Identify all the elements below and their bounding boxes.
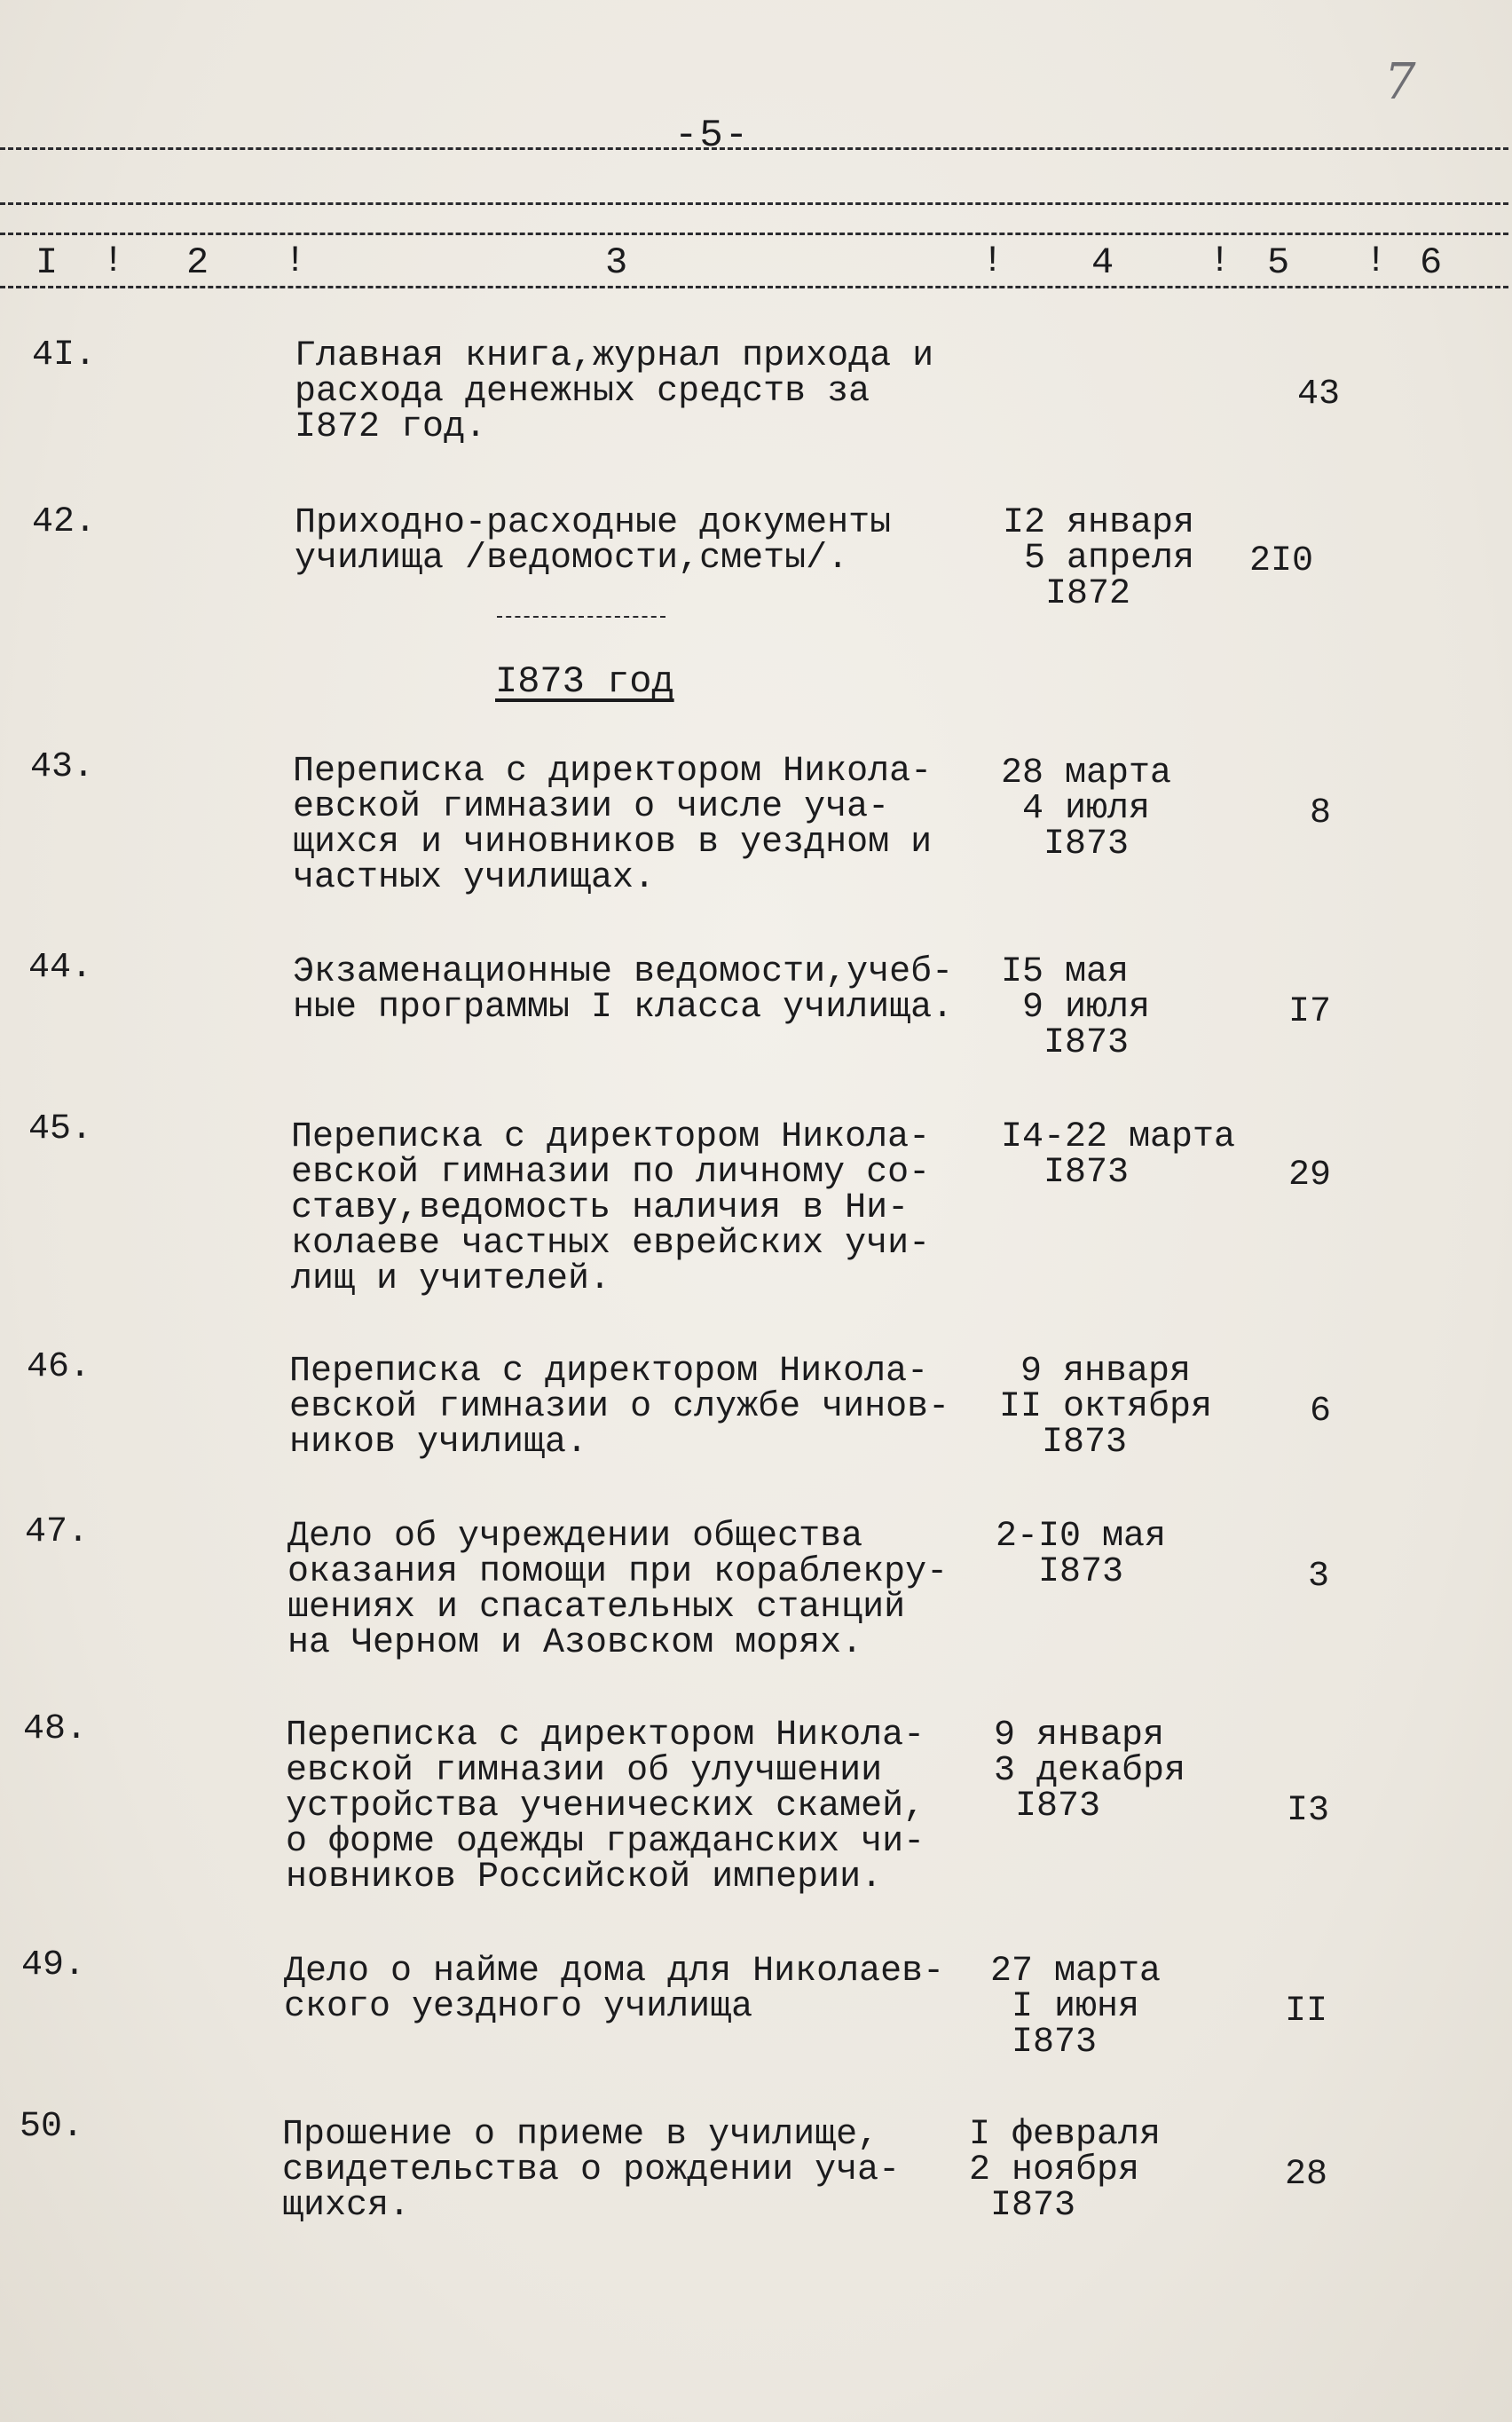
entry-dates: I2 января 5 апреля I872: [1003, 503, 1195, 614]
entry-dates: I4-22 марта I873: [1001, 1117, 1236, 1193]
header-dashed-rule-3: [0, 286, 1508, 288]
column-header-6: 6: [1420, 241, 1443, 284]
entry-number: 4I.: [32, 335, 97, 375]
entry-dates: 9 января 3 декабря I873: [994, 1716, 1186, 1826]
entry-description: Переписка с директором Никола- евской гимназии о числе уча- щихся и чиновников в уездном и частных училищах.: [293, 752, 933, 898]
column-separator: !: [981, 240, 1004, 282]
entry-sheet-count: I3: [1286, 1791, 1329, 1831]
entry-number: 44.: [28, 948, 93, 988]
entry-sheet-count: II: [1284, 1992, 1327, 2031]
column-separator: !: [102, 240, 125, 282]
entry-description: Прошение о приеме в училище, свидетельства о рождении уча- щихся.: [282, 2115, 901, 2226]
column-separator: !: [1209, 240, 1232, 282]
entry-description: Приходно-расходные документы училища /ведомости,сметы/.: [295, 503, 892, 579]
entry-dates: 28 марта 4 июля I873: [1001, 753, 1172, 864]
entry-description: Переписка с директором Никола- евской гимназии по личному со- ставу,ведомость наличия в Ни- колаеве частных еврейских учи- лищ и учителей.: [291, 1117, 931, 1299]
column-header-4: 4: [1091, 241, 1114, 284]
entry-sheet-count: 28: [1284, 2155, 1327, 2195]
entry-number: 43.: [30, 747, 95, 787]
entry-description: Переписка с директором Никола- евской гимназии о службе чинов- ников училища.: [289, 1352, 950, 1463]
entry-dates: 9 января II октября I873: [999, 1352, 1213, 1463]
entry-number: 48.: [23, 1709, 88, 1749]
entry-sheet-count: 43: [1296, 375, 1340, 414]
column-separator: !: [1365, 240, 1388, 282]
entry-description: Экзаменационные ведомости,учеб- ные программы I класса училища.: [293, 952, 954, 1028]
header-dashed-rule-1: [0, 202, 1508, 205]
entry-number: 49.: [21, 1945, 86, 1985]
column-header-5: 5: [1267, 241, 1290, 284]
entry-dates: I5 мая 9 июля I873: [1001, 952, 1151, 1063]
entry-number: 47.: [25, 1512, 90, 1552]
entry-number: 50.: [20, 2107, 84, 2147]
sheet-mark: 7: [1384, 53, 1416, 111]
entry-sheet-count: 8: [1309, 793, 1331, 833]
entry-sheet-count: 6: [1309, 1392, 1331, 1432]
entry-sheet-count: 29: [1288, 1156, 1331, 1195]
column-header-3: 3: [605, 241, 628, 284]
entry-dates: 27 марта I июня I873: [990, 1952, 1162, 2063]
entry-sheet-count: 2I0: [1248, 541, 1313, 581]
column-header-1: I: [35, 241, 59, 284]
column-header-2: 2: [186, 241, 209, 284]
column-separator: !: [284, 240, 307, 282]
section-divider: [497, 616, 665, 618]
entry-description: Главная книга,журнал прихода и расхода денежных средств за I872 год.: [295, 336, 934, 447]
entry-dates: 2-I0 мая I873: [996, 1517, 1167, 1592]
section-heading: I873 год: [495, 660, 674, 703]
entry-sheet-count: 3: [1307, 1557, 1329, 1597]
entry-number: 46.: [27, 1347, 91, 1387]
entry-description: Переписка с директором Никола- евской гимназии об улучшении устройства ученических скамей, о форме одежды гражданских чи- новников Российской империи.: [286, 1716, 925, 1897]
entry-sheet-count: I7: [1288, 992, 1331, 1032]
entry-description: Дело об учреждении общества оказания помощи при кораблекру- шениях и спасательных станций на Черном и Азовском морях.: [287, 1517, 949, 1663]
page-number: -5-: [674, 114, 751, 158]
header-dashed-rule-2: [0, 233, 1508, 235]
entry-description: Дело о найме дома для Николаев- ского уездного училища: [284, 1952, 945, 2027]
entry-number: 45.: [28, 1109, 93, 1149]
entry-number: 42.: [32, 502, 97, 542]
top-dashed-rule: [0, 147, 1508, 150]
entry-dates: I февраля 2 ноября I873: [969, 2115, 1162, 2226]
